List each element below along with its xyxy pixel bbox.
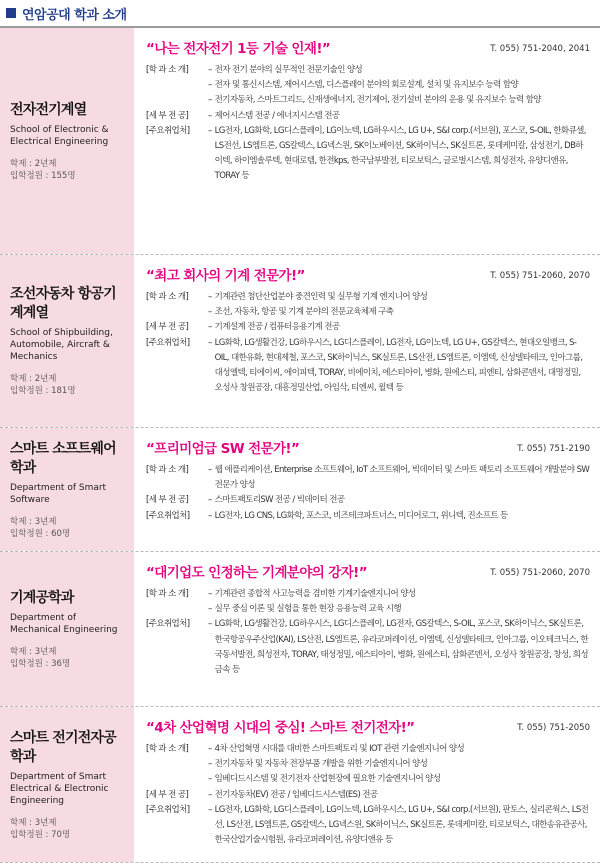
- row-label: [학 과 소 개]: [146, 65, 189, 75]
- dash-bullet: –: [208, 337, 212, 348]
- department-name-ko: 기계공학과: [10, 589, 74, 606]
- dash-bullet: –: [208, 110, 212, 121]
- department-details: [134, 255, 600, 427]
- dash-bullet: –: [208, 292, 212, 302]
- dash-bullet: –: [208, 589, 212, 599]
- department-details: [134, 28, 600, 254]
- department-details: [134, 552, 600, 706]
- row-text: 스마트팩토리SW 전공 / 빅데이터 전공: [214, 495, 345, 506]
- row-text: LG전자, LG화학, LG디스플레이, LG이노텍, LG하우시스, LG U+, S&I corp.(서브원), 판토스, 실리콘웍스, LS전선, LS산전, LS엠트론, GS칼텍스, LG넥스원, SK하이닉스, SK실트론, 롯데케미칼, 티로보틱스, 대한송유관공사, 한국산업기술시험원, 유라코퍼레이션, 유양디앤유 등: [214, 804, 589, 846]
- department-section: [0, 707, 600, 863]
- row-text: LG전자, LG화학, LG디스플레이, LG이노텍, LG하우시스, LG U+, S&I corp.(서브원), 포스코, S-OIL, 한화큐셀, LS전선, LS엠트론, GS칼텍스, LG넥스원, SK이노베이션, SK하이닉스, SK실트론, 롯데케미칼, 삼성전기, DB하이텍, 하이엠솔루텍, 현대로템, 한전kps, 한국남부발전, 티로보틱스, 글로벌시스템, 희성전자, 유양디앤유, TORAY 등: [214, 125, 586, 182]
- row-label: [146, 602, 208, 617]
- department-slogan: “프리미엄급 SW 전문가!”: [146, 441, 300, 457]
- department-phone: T. 055) 751-2060, 2070: [490, 568, 590, 578]
- department-section: [0, 28, 600, 255]
- row-label: [세 부 전 공]: [146, 322, 189, 333]
- row-label: [146, 772, 208, 787]
- info-row: [146, 587, 590, 602]
- dash-bullet: –: [208, 307, 212, 318]
- department-duration: 학제 : 3년제: [10, 817, 57, 828]
- department-meta: [10, 516, 128, 540]
- department-meta: [10, 373, 128, 397]
- department-meta: [10, 817, 128, 841]
- department-capacity: 입학정원 : 155명: [10, 170, 76, 181]
- info-row: [146, 509, 590, 524]
- row-label: [주요취업처]: [146, 510, 190, 521]
- dash-bullet: –: [208, 65, 212, 75]
- department-rows: [146, 290, 590, 396]
- dash-bullet: –: [208, 604, 212, 615]
- department-name-en: School of Electronic & Electrical Engineering: [10, 124, 109, 147]
- department-name-en: Department of Mechanical Engineering: [10, 612, 118, 635]
- department-duration: 학제 : 3년제: [10, 516, 57, 527]
- row-text: LG화학, LG생활건강, LG하우시스, LG디스플레이, LG전자, GS칼텍스, S-OIL, 포스코, SK하이닉스, SK실트론, 한국항공우주산업(KAI), LS산전, LS엠트론, 유라코퍼레이션, 이엠텍, 신성델타테크, 인아그룹, 이오테크닉스, 한국동서발전, 희성전자, TORAY, 태성정밀, 에스티아이, 병화, 원에스티, 삼화콘덴서, 오성사 창원공장, 창성, 희성금속 등: [214, 619, 589, 676]
- department-rows: [146, 742, 590, 848]
- row-label: [학 과 소 개]: [146, 292, 189, 302]
- square-bullet-icon: [6, 8, 16, 18]
- row-text: 기계관련 종합적 사고능력을 겸비한 기계기술엔지니어 양성: [214, 589, 416, 599]
- row-label: [주요취업처]: [146, 619, 190, 630]
- info-row: [146, 493, 590, 508]
- row-label: [세 부 전 공]: [146, 110, 189, 121]
- info-row: [146, 336, 590, 397]
- department-duration: 학제 : 2년제: [10, 374, 57, 384]
- department-section: [0, 552, 600, 707]
- department-rows: [146, 587, 590, 678]
- dash-bullet: –: [208, 510, 212, 521]
- department-list: [0, 26, 600, 863]
- row-label: [학 과 소 개]: [146, 744, 189, 754]
- department-name-en: Department of Smart Electrical & Electronic Engineering: [10, 771, 109, 806]
- department-phone: T. 055) 751-2060, 2070: [490, 271, 590, 281]
- info-row: [146, 109, 590, 124]
- dash-bullet: –: [208, 80, 212, 91]
- info-row: [146, 320, 590, 335]
- row-text: 전기자동차, 스마트그리드, 신재생에너지, 전기제어, 전기설비 분야의 운용 및 유지보수 능력 함양: [214, 95, 541, 106]
- department-capacity: 입학정원 : 36명: [10, 658, 71, 669]
- info-row: [146, 463, 590, 493]
- row-text: 실무 중심 이론 및 실험을 통한 현장 응용능력 교육 시행: [214, 604, 402, 615]
- info-row: [146, 78, 590, 93]
- row-text: LG화학, LG생활건강, LG하우시스, LG디스플레이, LG전자, LG이노텍, LG U+, GS칼텍스, 현대오일뱅크, S-OIL, 대한유화, 현대제철, 포스코, SK하이닉스, SK실트론, LS산전, LS엠트론, 이엠텍, 신성델타테크, 인아그룹, 대성엘텍, 티에이씨, 에이피텍, TORAY, 비에이치, 에스티아이, 병화, 원에스티, 피엔티, 삼화콘덴서, 대명정밀, 오성사 창원공장, 대흥정밀산업, 아임삭, 티엔씨, 윌텍 등: [214, 337, 583, 394]
- department-phone: T. 055) 751-2190: [517, 444, 590, 454]
- row-label: [146, 78, 208, 93]
- row-text: 전자 및 통신시스템, 제어시스템, 디스플레이 분야의 회로설계, 설치 및 유지보수 능력 함양: [214, 80, 519, 91]
- row-label: [학 과 소 개]: [146, 589, 189, 599]
- info-row: [146, 305, 590, 320]
- row-text: LG전자, LG CNS, LG화학, 포스코, 비즈테크파트너스, 미디어로그, 위니텍, 진소프트 등: [214, 510, 508, 521]
- department-info-panel: [0, 28, 134, 254]
- dash-bullet: –: [208, 465, 212, 475]
- department-capacity: 입학정원 : 181명: [10, 386, 76, 396]
- department-meta: [10, 646, 128, 670]
- dash-bullet: –: [208, 125, 212, 136]
- info-row: [146, 617, 590, 678]
- dash-bullet: –: [208, 789, 212, 800]
- dash-bullet: –: [208, 804, 212, 815]
- row-label: [146, 93, 208, 108]
- row-text: 웹 애플리케이션, Enterprise 소프트웨어, IoT 소프트웨어, 빅데이터 및 스마트 팩토리 소프트웨어 개발분야 SW 전문가 양성: [214, 465, 590, 491]
- row-label: [학 과 소 개]: [146, 465, 189, 475]
- info-row: [146, 63, 590, 78]
- department-name-ko: 조선자동차 항공기계계열: [10, 286, 116, 321]
- department-phone: T. 055) 751-2050: [517, 723, 590, 733]
- department-info-panel: [0, 552, 134, 706]
- department-info-panel: [0, 255, 134, 427]
- dash-bullet: –: [208, 744, 212, 754]
- row-text: 전기자동차 및 자동차 전장부품 개발을 위한 기술엔지니어 양성: [214, 759, 428, 770]
- department-name-ko: 전자전기계열: [10, 101, 87, 118]
- department-name-ko: 스마트 전기전자공학과: [10, 729, 116, 765]
- department-duration: 학제 : 3년제: [10, 646, 57, 657]
- row-label: [세 부 전 공]: [146, 789, 189, 800]
- department-name-en: Department of Smart Software: [10, 482, 107, 505]
- dash-bullet: –: [208, 495, 212, 506]
- department-meta: [10, 158, 128, 182]
- department-phone: T. 055) 751-2040, 2041: [490, 44, 590, 54]
- department-slogan: “최고 회사의 기계 전문가!”: [146, 268, 305, 284]
- row-label: [146, 305, 208, 320]
- row-text: 기계관련 첨단산업분야 중견인력 및 실무형 기계 엔지니어 양성: [214, 292, 428, 302]
- department-details: [134, 428, 600, 551]
- dash-bullet: –: [208, 759, 212, 770]
- info-row: [146, 803, 590, 849]
- department-section: [0, 255, 600, 428]
- department-capacity: 입학정원 : 70명: [10, 829, 71, 840]
- info-row: [146, 290, 590, 305]
- page-title: 연암공대 학과 소개: [22, 7, 127, 23]
- row-text: 전자 전기 분야의 실무적인 전문기술인 양성: [214, 65, 363, 75]
- department-slogan: “나는 전자전기 1등 기술 인재!”: [146, 41, 331, 57]
- row-label: [주요취업처]: [146, 804, 190, 815]
- department-duration: 학제 : 2년제: [10, 158, 57, 169]
- department-details: [134, 707, 600, 862]
- info-row: [146, 757, 590, 772]
- row-text: 임베디드시스템 및 전기전자 산업현장에 필요한 기술엔지니어 양성: [214, 774, 441, 785]
- row-text: 4차 산업혁명 시대를 대비한 스마트팩토리 및 IOT 관련 기술엔지니어 양성: [214, 744, 465, 754]
- info-row: [146, 788, 590, 803]
- department-info-panel: [0, 707, 134, 862]
- row-label: [주요취업처]: [146, 125, 190, 136]
- info-row: [146, 93, 590, 108]
- row-text: 기계설계 전공 / 컴퓨터응용기계 전공: [214, 322, 340, 333]
- department-capacity: 입학정원 : 60명: [10, 528, 71, 539]
- row-label: [세 부 전 공]: [146, 495, 189, 506]
- department-rows: [146, 463, 590, 524]
- info-row: [146, 772, 590, 787]
- dash-bullet: –: [208, 619, 212, 630]
- department-section: [0, 428, 600, 552]
- department-info-panel: [0, 428, 134, 551]
- dash-bullet: –: [208, 774, 212, 785]
- department-name-ko: 스마트 소프트웨어학과: [10, 440, 116, 476]
- row-text: 전기자동차(EV) 전공 / 임베디드시스템(ES) 전공: [214, 789, 378, 800]
- info-row: [146, 742, 590, 757]
- row-text: 제어시스템 전공 / 에너지시스템 전공: [214, 110, 340, 121]
- department-rows: [146, 63, 590, 185]
- row-text: 조선, 자동차, 항공 및 기계 분야의 전문교육체제 구축: [214, 307, 394, 318]
- info-row: [146, 124, 590, 185]
- row-label: [주요취업처]: [146, 337, 190, 348]
- department-name-en: School of Shipbuilding, Automobile, Aircraft & Mechanics: [10, 328, 113, 362]
- dash-bullet: –: [208, 95, 212, 106]
- info-row: [146, 602, 590, 617]
- department-slogan: “4차 산업혁명 시대의 중심! 스마트 전기전자!”: [146, 720, 415, 736]
- department-slogan: “대기업도 인정하는 기계분야의 강자!”: [146, 565, 368, 581]
- page-header: [0, 0, 600, 26]
- dash-bullet: –: [208, 322, 212, 333]
- row-label: [146, 757, 208, 772]
